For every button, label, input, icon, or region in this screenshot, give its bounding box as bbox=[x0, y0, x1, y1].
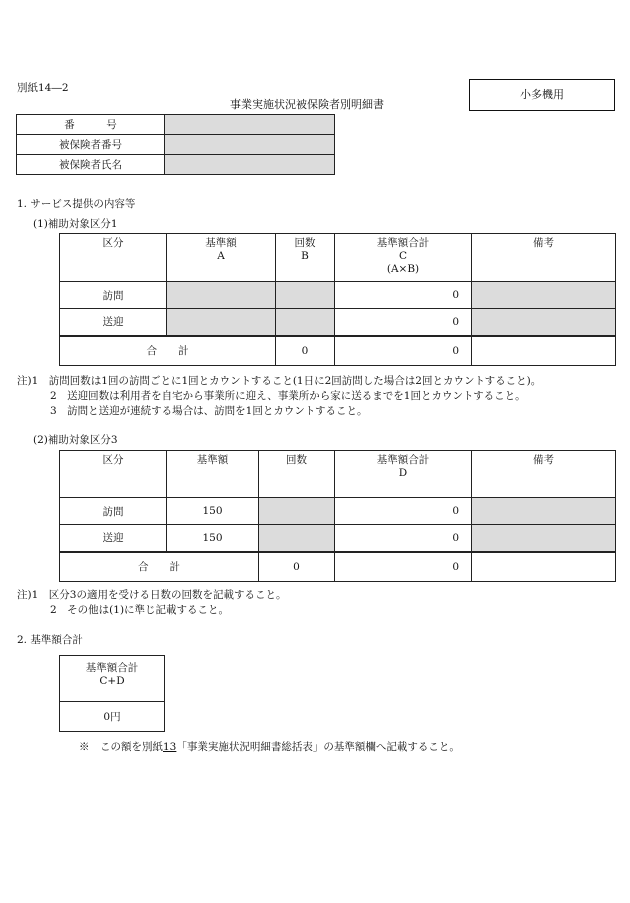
grand-total-row bbox=[60, 702, 165, 732]
section2-heading: 2. 基準額合計 bbox=[17, 634, 83, 646]
grand-total-header bbox=[60, 656, 165, 702]
row-label: 送迎 bbox=[60, 309, 167, 336]
column-header-note: 備考 bbox=[472, 451, 616, 498]
column-header-note: 備考 bbox=[472, 234, 616, 282]
sub1-note-3: 3 訪問と送迎が連続する場合は、訪問を1回とカウントすること。 bbox=[50, 405, 368, 417]
row-label: 訪問 bbox=[60, 282, 167, 309]
form-number: 別紙14―2 bbox=[17, 82, 69, 94]
column-header-base: 基準額 bbox=[167, 451, 259, 498]
sum-count: 0 bbox=[276, 336, 335, 366]
sum-row bbox=[60, 336, 616, 366]
base-cell[interactable] bbox=[167, 309, 276, 336]
column-header-count: 回数 B bbox=[276, 234, 335, 282]
note-cell[interactable] bbox=[472, 498, 616, 525]
table-row bbox=[60, 498, 616, 525]
sum-row bbox=[60, 552, 616, 582]
sub2-heading: (2)補助対象区分3 bbox=[33, 434, 118, 446]
insured-label: 被保険者番号 bbox=[17, 135, 165, 155]
total-cell: 0 bbox=[335, 282, 472, 309]
table-row bbox=[60, 525, 616, 552]
total-cell: 0 bbox=[335, 309, 472, 336]
sub2-header-row bbox=[60, 451, 616, 498]
type-label-box bbox=[469, 79, 615, 111]
column-header-count: 回数 bbox=[259, 451, 335, 498]
sub1-note-1: 注)1 訪問回数は1回の訪問ごとに1回とカウントすること(1日に2回訪問した場合は2回とカウントすること)。 bbox=[17, 375, 542, 387]
insured-row-number bbox=[17, 115, 335, 135]
table-row bbox=[60, 309, 616, 336]
count-cell[interactable] bbox=[259, 525, 335, 552]
count-cell[interactable] bbox=[276, 282, 335, 309]
grand-total-label: 基準額合計 C+D bbox=[60, 656, 165, 702]
sub2-note-2: 2 その他は(1)に準じ記載すること。 bbox=[50, 604, 230, 616]
base-cell[interactable] bbox=[167, 282, 276, 309]
sub1-table bbox=[59, 233, 616, 366]
sum-label: 合 計 bbox=[60, 552, 259, 582]
column-header-total: 基準額合計 C (A×B) bbox=[335, 234, 472, 282]
insured-name-field[interactable] bbox=[165, 155, 335, 175]
table-row bbox=[60, 282, 616, 309]
insured-info-table bbox=[16, 114, 335, 175]
note-cell[interactable] bbox=[472, 525, 616, 552]
document-title: 事業実施状況被保険者別明細書 bbox=[230, 98, 384, 111]
type-label: 小多機用 bbox=[520, 88, 564, 101]
column-header-total: 基準額合計 D bbox=[335, 451, 472, 498]
sub2-table bbox=[59, 450, 616, 582]
total-cell: 0 bbox=[335, 525, 472, 552]
row-label: 送迎 bbox=[60, 525, 167, 552]
sum-total: 0 bbox=[335, 336, 472, 366]
insured-label: 被保険者氏名 bbox=[17, 155, 165, 175]
base-cell: 150 bbox=[167, 525, 259, 552]
column-header-kubun: 区分 bbox=[60, 234, 167, 282]
column-header-base: 基準額 A bbox=[167, 234, 276, 282]
note-cell[interactable] bbox=[472, 309, 616, 336]
sum-note bbox=[472, 552, 616, 582]
sum-total: 0 bbox=[335, 552, 472, 582]
insured-row-id bbox=[17, 135, 335, 155]
sub2-note-1: 注)1 区分3の適用を受ける日数の回数を記載すること。 bbox=[17, 589, 287, 601]
count-cell[interactable] bbox=[259, 498, 335, 525]
sub1-note-2: 2 送迎回数は利用者を自宅から事業所に迎え、事業所から家に送るまでを1回とカウントすること。 bbox=[50, 390, 526, 402]
sum-label: 合 計 bbox=[60, 336, 276, 366]
note-cell[interactable] bbox=[472, 282, 616, 309]
insured-id-field[interactable] bbox=[165, 135, 335, 155]
sum-count: 0 bbox=[259, 552, 335, 582]
insured-row-name bbox=[17, 155, 335, 175]
grand-total-table bbox=[59, 655, 165, 732]
section1-heading: 1. サービス提供の内容等 bbox=[17, 198, 136, 210]
insured-number-field[interactable] bbox=[165, 115, 335, 135]
count-cell[interactable] bbox=[276, 309, 335, 336]
insured-label: 番 号 bbox=[17, 115, 165, 135]
sum-note bbox=[472, 336, 616, 366]
footnote: ※ この額を別紙13「事業実施状況明細書総括表」の基準額欄へ記載すること。 bbox=[79, 741, 460, 753]
column-header-kubun: 区分 bbox=[60, 451, 167, 498]
grand-total-value: 0円 bbox=[60, 702, 165, 732]
row-label: 訪問 bbox=[60, 498, 167, 525]
sub1-heading: (1)補助対象区分1 bbox=[33, 218, 118, 230]
base-cell: 150 bbox=[167, 498, 259, 525]
total-cell: 0 bbox=[335, 498, 472, 525]
sub1-header-row bbox=[60, 234, 616, 282]
